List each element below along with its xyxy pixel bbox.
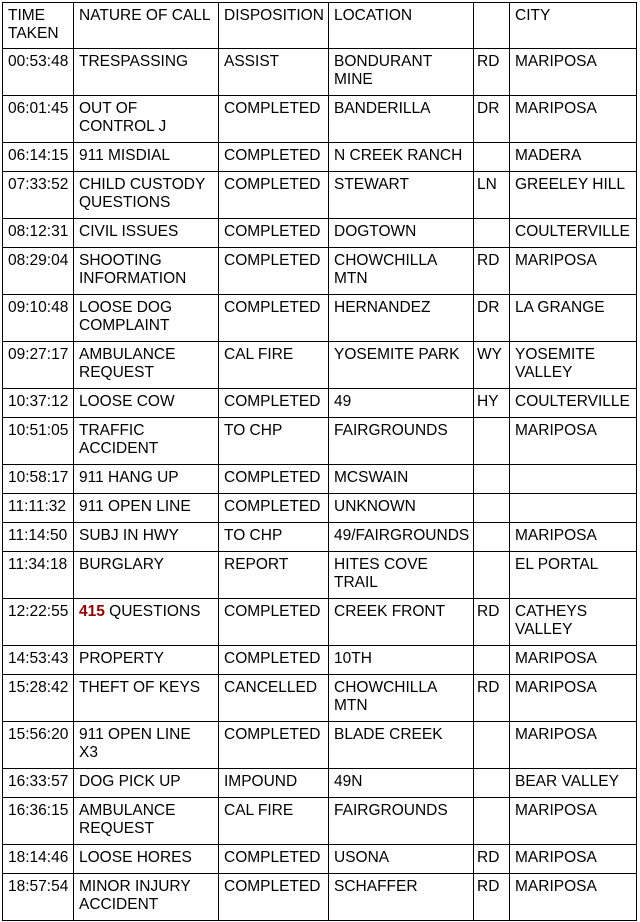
header-nature-of-call: NATURE OF CALL bbox=[74, 3, 219, 49]
cell-disposition: REPORT bbox=[219, 552, 329, 599]
table-row bbox=[3, 675, 637, 722]
table-row bbox=[3, 845, 637, 874]
cell-nature-of-call: SUBJ IN HWY bbox=[74, 523, 219, 552]
cell-location: USONA bbox=[329, 845, 474, 874]
cell-time-taken: 11:14:50 bbox=[3, 523, 74, 552]
cell-disposition: TO CHP bbox=[219, 523, 329, 552]
cell-disposition: COMPLETED bbox=[219, 172, 329, 219]
cell-city bbox=[510, 494, 637, 523]
header-city: CITY bbox=[510, 3, 637, 49]
table-row bbox=[3, 418, 637, 465]
cell-time-taken: 16:33:57 bbox=[3, 769, 74, 798]
table-row bbox=[3, 769, 637, 798]
cell-street-type bbox=[474, 552, 510, 599]
cell-location: UNKNOWN bbox=[329, 494, 474, 523]
cell-street-type bbox=[474, 646, 510, 675]
cell-nature-of-call: SHOOTING INFORMATION bbox=[74, 248, 219, 295]
cell-time-taken: 16:36:15 bbox=[3, 798, 74, 845]
cell-nature-of-call: 911 OPEN LINE X3 bbox=[74, 722, 219, 769]
call-log-table bbox=[2, 2, 637, 921]
cell-location: CHOWCHILLA MTN bbox=[329, 248, 474, 295]
cell-location: BLADE CREEK bbox=[329, 722, 474, 769]
cell-location: HERNANDEZ bbox=[329, 295, 474, 342]
cell-location: SCHAFFER bbox=[329, 874, 474, 921]
cell-disposition: COMPLETED bbox=[219, 295, 329, 342]
cell-location: 10TH bbox=[329, 646, 474, 675]
header-location: LOCATION bbox=[329, 3, 474, 49]
cell-nature-of-call: TRAFFIC ACCIDENT bbox=[74, 418, 219, 465]
table-row bbox=[3, 465, 637, 494]
cell-time-taken: 06:01:45 bbox=[3, 96, 74, 143]
cell-city: COULTERVILLE bbox=[510, 389, 637, 418]
cell-location: BONDURANT MINE bbox=[329, 49, 474, 96]
cell-city: MARIPOSA bbox=[510, 798, 637, 845]
cell-location: MCSWAIN bbox=[329, 465, 474, 494]
cell-street-type: WY bbox=[474, 342, 510, 389]
cell-nature-of-call: LOOSE COW bbox=[74, 389, 219, 418]
cell-street-type: RD bbox=[474, 845, 510, 874]
cell-disposition: CANCELLED bbox=[219, 675, 329, 722]
cell-city: GREELEY HILL bbox=[510, 172, 637, 219]
cell-disposition: CAL FIRE bbox=[219, 798, 329, 845]
cell-street-type: DR bbox=[474, 295, 510, 342]
cell-city: MARIPOSA bbox=[510, 96, 637, 143]
cell-street-type: RD bbox=[474, 49, 510, 96]
cell-nature-of-call: THEFT OF KEYS bbox=[74, 675, 219, 722]
cell-street-type bbox=[474, 143, 510, 172]
cell-time-taken: 10:37:12 bbox=[3, 389, 74, 418]
header-street-type bbox=[474, 3, 510, 49]
cell-location: CREEK FRONT bbox=[329, 599, 474, 646]
cell-street-type bbox=[474, 465, 510, 494]
header-disposition: DISPOSITION bbox=[219, 3, 329, 49]
cell-city: MARIPOSA bbox=[510, 646, 637, 675]
cell-location: STEWART bbox=[329, 172, 474, 219]
cell-nature-of-call: PROPERTY bbox=[74, 646, 219, 675]
cell-disposition: TO CHP bbox=[219, 418, 329, 465]
cell-time-taken: 00:53:48 bbox=[3, 49, 74, 96]
cell-street-type bbox=[474, 219, 510, 248]
cell-city: LA GRANGE bbox=[510, 295, 637, 342]
table-row bbox=[3, 295, 637, 342]
cell-city: EL PORTAL bbox=[510, 552, 637, 599]
cell-city bbox=[510, 465, 637, 494]
table-row bbox=[3, 248, 637, 295]
cell-location: BANDERILLA bbox=[329, 96, 474, 143]
cell-time-taken: 18:57:54 bbox=[3, 874, 74, 921]
table-row bbox=[3, 722, 637, 769]
cell-city: MARIPOSA bbox=[510, 845, 637, 874]
table-row bbox=[3, 342, 637, 389]
table-row bbox=[3, 96, 637, 143]
cell-city: MADERA bbox=[510, 143, 637, 172]
table-row bbox=[3, 143, 637, 172]
table-row bbox=[3, 552, 637, 599]
cell-time-taken: 08:29:04 bbox=[3, 248, 74, 295]
cell-nature-of-call: 911 OPEN LINE bbox=[74, 494, 219, 523]
cell-disposition: COMPLETED bbox=[219, 96, 329, 143]
cell-street-type bbox=[474, 494, 510, 523]
cell-nature-of-call: TRESPASSING bbox=[74, 49, 219, 96]
cell-location: FAIRGROUNDS bbox=[329, 798, 474, 845]
cell-disposition: COMPLETED bbox=[219, 722, 329, 769]
cell-nature-of-call bbox=[74, 599, 219, 646]
cell-time-taken: 08:12:31 bbox=[3, 219, 74, 248]
cell-time-taken: 06:14:15 bbox=[3, 143, 74, 172]
cell-city: COULTERVILLE bbox=[510, 219, 637, 248]
cell-street-type bbox=[474, 769, 510, 798]
cell-disposition: ASSIST bbox=[219, 49, 329, 96]
cell-street-type: DR bbox=[474, 96, 510, 143]
cell-city: MARIPOSA bbox=[510, 675, 637, 722]
cell-location: CHOWCHILLA MTN bbox=[329, 675, 474, 722]
cell-location: 49 bbox=[329, 389, 474, 418]
cell-nature-of-call: 911 HANG UP bbox=[74, 465, 219, 494]
cell-disposition: COMPLETED bbox=[219, 845, 329, 874]
cell-street-type: RD bbox=[474, 248, 510, 295]
header-time-taken: TIME TAKEN bbox=[3, 3, 74, 49]
cell-nature-of-call: 911 MISDIAL bbox=[74, 143, 219, 172]
cell-time-taken: 12:22:55 bbox=[3, 599, 74, 646]
cell-location: FAIRGROUNDS bbox=[329, 418, 474, 465]
cell-time-taken: 10:58:17 bbox=[3, 465, 74, 494]
cell-location: HITES COVE TRAIL bbox=[329, 552, 474, 599]
cell-location: YOSEMITE PARK bbox=[329, 342, 474, 389]
cell-time-taken: 07:33:52 bbox=[3, 172, 74, 219]
cell-disposition: COMPLETED bbox=[219, 219, 329, 248]
table-row bbox=[3, 646, 637, 675]
cell-disposition: COMPLETED bbox=[219, 143, 329, 172]
cell-street-type: LN bbox=[474, 172, 510, 219]
table-row bbox=[3, 523, 637, 552]
call-log-body bbox=[3, 49, 637, 921]
cell-city: MARIPOSA bbox=[510, 49, 637, 96]
cell-location: N CREEK RANCH bbox=[329, 143, 474, 172]
cell-location: 49/FAIRGROUNDS bbox=[329, 523, 474, 552]
cell-city: MARIPOSA bbox=[510, 722, 637, 769]
cell-city: BEAR VALLEY bbox=[510, 769, 637, 798]
cell-street-type: RD bbox=[474, 874, 510, 921]
cell-nature-of-call: LOOSE HORES bbox=[74, 845, 219, 874]
cell-street-type: HY bbox=[474, 389, 510, 418]
cell-nature-of-call: AMBULANCE REQUEST bbox=[74, 342, 219, 389]
cell-nature-of-call: DOG PICK UP bbox=[74, 769, 219, 798]
cell-city: MARIPOSA bbox=[510, 874, 637, 921]
cell-disposition: COMPLETED bbox=[219, 494, 329, 523]
cell-location: DOGTOWN bbox=[329, 219, 474, 248]
cell-nature-of-call: MINOR INJURY ACCIDENT bbox=[74, 874, 219, 921]
cell-location: 49N bbox=[329, 769, 474, 798]
cell-disposition: COMPLETED bbox=[219, 248, 329, 295]
cell-city: MARIPOSA bbox=[510, 418, 637, 465]
cell-time-taken: 15:56:20 bbox=[3, 722, 74, 769]
cell-disposition: COMPLETED bbox=[219, 599, 329, 646]
cell-nature-of-call: OUT OF CONTROL J bbox=[74, 96, 219, 143]
cell-time-taken: 11:34:18 bbox=[3, 552, 74, 599]
cell-city: CATHEYS VALLEY bbox=[510, 599, 637, 646]
cell-street-type bbox=[474, 418, 510, 465]
cell-city: MARIPOSA bbox=[510, 248, 637, 295]
cell-nature-of-call: LOOSE DOG COMPLAINT bbox=[74, 295, 219, 342]
cell-nature-of-call: CHILD CUSTODY QUESTIONS bbox=[74, 172, 219, 219]
cell-disposition: COMPLETED bbox=[219, 389, 329, 418]
cell-street-type: RD bbox=[474, 675, 510, 722]
cell-disposition: IMPOUND bbox=[219, 769, 329, 798]
cell-time-taken: 15:28:42 bbox=[3, 675, 74, 722]
cell-city: MARIPOSA bbox=[510, 523, 637, 552]
cell-disposition: CAL FIRE bbox=[219, 342, 329, 389]
table-row bbox=[3, 874, 637, 921]
cell-time-taken: 09:27:17 bbox=[3, 342, 74, 389]
cell-city: YOSEMITE VALLEY bbox=[510, 342, 637, 389]
cell-time-taken: 09:10:48 bbox=[3, 295, 74, 342]
table-row bbox=[3, 172, 637, 219]
cell-street-type bbox=[474, 798, 510, 845]
nature-of-call-text: QUESTIONS bbox=[104, 603, 201, 620]
table-row bbox=[3, 389, 637, 418]
cell-nature-of-call: BURGLARY bbox=[74, 552, 219, 599]
cell-street-type bbox=[474, 722, 510, 769]
table-row bbox=[3, 49, 637, 96]
cell-time-taken: 14:53:43 bbox=[3, 646, 74, 675]
cell-street-type bbox=[474, 523, 510, 552]
cell-disposition: COMPLETED bbox=[219, 646, 329, 675]
cell-time-taken: 10:51:05 bbox=[3, 418, 74, 465]
cell-time-taken: 18:14:46 bbox=[3, 845, 74, 874]
cell-disposition: COMPLETED bbox=[219, 465, 329, 494]
table-row bbox=[3, 219, 637, 248]
cell-nature-of-call: CIVIL ISSUES bbox=[74, 219, 219, 248]
table-row bbox=[3, 798, 637, 845]
cell-disposition: COMPLETED bbox=[219, 874, 329, 921]
header-row bbox=[3, 3, 637, 49]
penal-code-label: 415 bbox=[79, 603, 105, 620]
table-row bbox=[3, 494, 637, 523]
cell-street-type: RD bbox=[474, 599, 510, 646]
table-row bbox=[3, 599, 637, 646]
cell-nature-of-call: AMBULANCE REQUEST bbox=[74, 798, 219, 845]
cell-time-taken: 11:11:32 bbox=[3, 494, 74, 523]
